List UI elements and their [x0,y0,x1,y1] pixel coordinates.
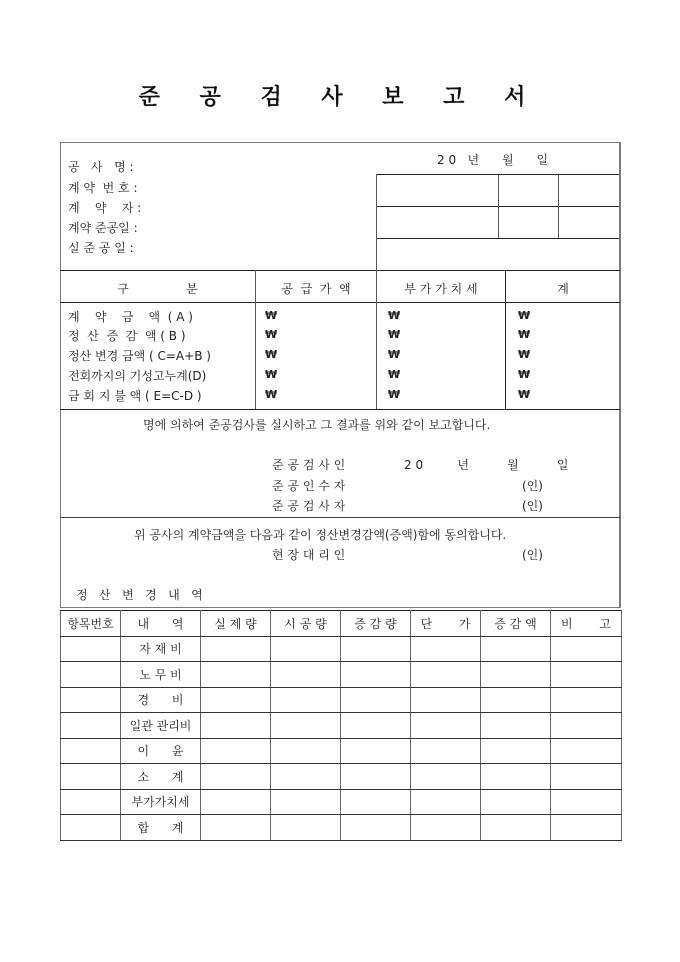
row-label: 금 회 지 불 액 ( E=C-D ) [68,389,202,403]
table-row [61,764,622,790]
signer-role-acceptor: 준 공 인 수 자 [272,479,346,493]
amount-change-cell[interactable] [481,713,551,739]
unit-price-cell[interactable] [411,738,481,764]
quantity-change-cell[interactable] [341,815,411,841]
item-number-cell[interactable] [61,738,121,764]
remarks-cell[interactable] [551,738,622,764]
construction-quantity-cell[interactable] [271,789,341,815]
quantity-change-cell[interactable] [341,636,411,662]
signer-role-inspection: 준 공 검 사 인 [272,458,346,472]
field-contract-completion-date: 계약 준공일 : [68,221,138,235]
item-number-cell[interactable] [61,687,121,713]
amount-change-cell[interactable] [481,738,551,764]
vat-value[interactable]: ₩ [388,328,401,341]
quantity-change-cell[interactable] [341,713,411,739]
actual-quantity-cell[interactable] [201,636,271,662]
header-total: 계 [557,282,569,296]
description-cell: 이 윤 [121,738,201,764]
remarks-cell[interactable] [551,713,622,739]
supply-value[interactable]: ₩ [265,309,278,322]
description-cell: 합 계 [121,815,201,841]
actual-quantity-cell[interactable] [201,713,271,739]
col-description: 내 역 [121,611,201,637]
detail-header-row [61,611,622,637]
remarks-cell[interactable] [551,789,622,815]
row-label: 정산 변경 금액 ( C=A+B ) [68,349,211,363]
amount-change-cell[interactable] [481,764,551,790]
inspector-seal[interactable]: (인) [522,499,543,513]
acceptor-seal[interactable]: (인) [522,479,543,493]
header-supply-amount: 공 급 가 액 [281,282,351,296]
approval-grid-line [376,238,619,239]
field-actual-completion-date: 실 준 공 일 : [68,241,134,255]
amount-change-cell[interactable] [481,789,551,815]
construction-quantity-cell[interactable] [271,738,341,764]
actual-quantity-cell[interactable] [201,789,271,815]
amount-table-header-bottom [60,302,620,303]
field-project-name: 공 사 명 : [68,160,134,174]
quantity-change-cell[interactable] [341,764,411,790]
col-quantity-change: 증 감 량 [341,611,411,637]
col-construction-quantity: 시 공 량 [271,611,341,637]
quantity-change-cell[interactable] [341,662,411,688]
amount-change-cell[interactable] [481,636,551,662]
supply-value[interactable]: ₩ [265,388,278,401]
construction-quantity-cell[interactable] [271,815,341,841]
vat-value[interactable]: ₩ [388,309,401,322]
unit-price-cell[interactable] [411,662,481,688]
construction-quantity-cell[interactable] [271,764,341,790]
signer-role-inspector: 준 공 검 사 자 [272,499,346,513]
description-cell: 경 비 [121,687,201,713]
actual-quantity-cell[interactable] [201,764,271,790]
quantity-change-cell[interactable] [341,687,411,713]
detail-section-title: 정 산 변 경 내 역 [76,588,203,602]
amount-change-cell[interactable] [481,687,551,713]
supply-value[interactable]: ₩ [265,328,278,341]
approval-cell[interactable] [499,175,557,205]
col-actual-quantity: 실 제 량 [201,611,271,637]
construction-quantity-cell[interactable] [271,636,341,662]
unit-price-cell[interactable] [411,789,481,815]
amount-table-top [60,270,620,271]
col-remarks: 비 고 [551,611,622,637]
vat-value[interactable]: ₩ [388,388,401,401]
total-value[interactable]: ₩ [518,348,531,361]
approval-cell[interactable] [559,207,617,237]
item-number-cell[interactable] [61,713,121,739]
site-agent-seal[interactable]: (인) [522,548,543,562]
total-value[interactable]: ₩ [518,388,531,401]
amount-change-cell[interactable] [481,662,551,688]
table-row [61,687,622,713]
field-contract-number: 계 약 번 호 : [68,181,138,195]
remarks-cell[interactable] [551,662,622,688]
col-item-number: 항목번호 [61,611,121,637]
approval-cell[interactable] [559,175,617,205]
report-statement: 명에 의하여 준공검사를 실시하고 그 결과를 위와 같이 보고합니다. [143,418,491,432]
construction-quantity-cell[interactable] [271,662,341,688]
header-category: 구 분 [117,282,198,296]
actual-quantity-cell[interactable] [201,687,271,713]
construction-quantity-cell[interactable] [271,687,341,713]
supply-value[interactable]: ₩ [265,348,278,361]
description-cell: 소 계 [121,764,201,790]
settlement-detail-table [60,610,622,841]
actual-quantity-cell[interactable] [201,662,271,688]
vat-value[interactable]: ₩ [388,348,401,361]
report-date: 2 0 년 월 일 [437,153,549,167]
unit-price-cell[interactable] [411,713,481,739]
table-row [61,789,622,815]
unit-price-cell[interactable] [411,636,481,662]
quantity-change-cell[interactable] [341,789,411,815]
quantity-change-cell[interactable] [341,738,411,764]
unit-price-cell[interactable] [411,687,481,713]
document-title: 준 공 검 사 보 고 서 [138,84,542,110]
remarks-cell[interactable] [551,764,622,790]
table-row [61,662,622,688]
total-value[interactable]: ₩ [518,368,531,381]
item-number-cell[interactable] [61,636,121,662]
remarks-cell[interactable] [551,815,622,841]
inspection-date: 2 0 년 월 일 [404,458,569,472]
table-row [61,738,622,764]
approval-cell[interactable] [499,207,557,237]
col-unit-price: 단 가 [411,611,481,637]
table-row [61,636,622,662]
item-number-cell[interactable] [61,662,121,688]
amount-table-bottom [60,409,620,410]
table-row [61,713,622,739]
approval-cell[interactable] [377,207,497,237]
site-agent-role: 현 장 대 리 인 [272,548,346,562]
unit-price-cell[interactable] [411,764,481,790]
supply-value[interactable]: ₩ [265,368,278,381]
col-amount-change: 증 감 액 [481,611,551,637]
item-number-cell[interactable] [61,789,121,815]
unit-price-cell[interactable] [411,815,481,841]
row-label: 전회까지의 기성고누계(D) [68,369,207,383]
row-label: 정 산 증 감 액 ( B ) [68,329,186,343]
header-vat: 부 가 가 치 세 [404,282,478,296]
description-cell: 자 재 비 [121,636,201,662]
field-contractor: 계 약 자 : [68,201,142,215]
total-value[interactable]: ₩ [518,328,531,341]
vat-value[interactable]: ₩ [388,368,401,381]
table-row [61,815,622,841]
description-cell: 노 무 비 [121,662,201,688]
amount-change-cell[interactable] [481,815,551,841]
total-value[interactable]: ₩ [518,309,531,322]
description-cell: 부가가치세 [121,789,201,815]
remarks-cell[interactable] [551,636,622,662]
agreement-statement: 위 공사의 계약금액을 다음과 같이 정산변경감액(증액)함에 동의합니다. [134,528,507,542]
actual-quantity-cell[interactable] [201,815,271,841]
approval-cell[interactable] [377,175,497,205]
row-label: 계 약 금 액 ( A ) [68,310,193,324]
item-number-cell[interactable] [61,815,121,841]
remarks-cell[interactable] [551,687,622,713]
section-divider [60,517,620,518]
item-number-cell[interactable] [61,764,121,790]
actual-quantity-cell[interactable] [201,738,271,764]
description-cell: 일관 관리비 [121,713,201,739]
construction-quantity-cell[interactable] [271,713,341,739]
